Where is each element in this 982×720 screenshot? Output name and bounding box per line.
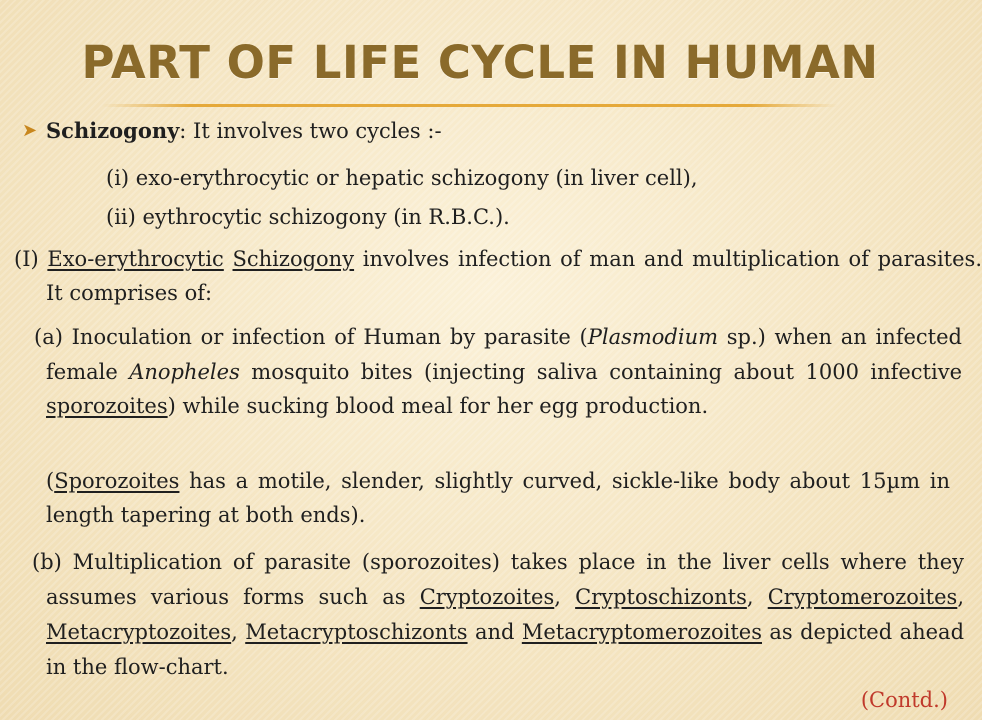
para-b-sep-3: , xyxy=(957,585,964,609)
para-b-sep-2: , xyxy=(746,585,768,609)
slide-title: PART OF LIFE CYCLE IN HUMAN xyxy=(81,36,879,89)
bullet-schizogony xyxy=(46,117,442,145)
para-b-sep-5: and xyxy=(467,620,522,644)
term-plasmodium: Plasmodium xyxy=(587,325,719,349)
section-i-prefix: (I) xyxy=(14,247,48,271)
term-schizogony: Schizogony xyxy=(46,118,180,143)
term-metacryptoschizonts: Metacryptoschizonts xyxy=(245,620,468,644)
contd-label[interactable]: (Contd.) xyxy=(860,688,948,712)
bullet-text: : It involves two cycles :- xyxy=(179,119,442,143)
paragraph-sporozoites xyxy=(46,464,950,532)
para-b-sep-1: , xyxy=(554,585,576,609)
para-spor-text: has a motile, slender, slightly curved, sickle-like body about 15µm in length tapering at both ends). xyxy=(46,469,950,527)
term-sporozoites-def: Sporozoites xyxy=(54,469,180,493)
section-i-paragraph xyxy=(14,242,982,310)
term-cryptoschizonts: Cryptoschizonts xyxy=(575,585,747,609)
paragraph-b xyxy=(32,545,964,685)
term-cryptomerozoites: Cryptomerozoites xyxy=(767,585,958,609)
para-a-text-2: sp.) when an infected female xyxy=(46,325,962,384)
term-metacryptozoites: Metacryptozoites xyxy=(46,620,232,644)
para-b-text-2: as depicted ahead in the flow-chart. xyxy=(46,620,965,679)
para-spor-open: ( xyxy=(46,469,55,493)
term-sporozoites: sporozoites xyxy=(46,394,168,418)
para-b-sep-4: , xyxy=(231,620,246,644)
cycle-i: (i) exo-erythrocytic or hepatic schizogony (in liver cell), xyxy=(106,166,698,190)
term-schizogony-underlined: Schizogony xyxy=(232,247,355,271)
arrow-bullet-icon: ➤ xyxy=(22,120,38,141)
para-a-text-1: (a) Inoculation or infection of Human by parasite ( xyxy=(34,325,588,349)
section-i-text: involves infection of man and multiplication of parasites. It comprises of: xyxy=(46,247,982,305)
para-a-text-4: ) while sucking blood meal for her egg production. xyxy=(167,394,709,418)
para-b-text-1: (b) Multiplication of parasite (sporozoites) takes place in the liver cells where they assumes various forms such as xyxy=(32,550,964,609)
term-cryptozoites: Cryptozoites xyxy=(419,585,555,609)
term-exo-erythrocytic: Exo-erythrocytic xyxy=(47,247,224,271)
para-a-text-3: mosquito bites (injecting saliva containing about 1000 infective xyxy=(239,359,962,384)
paragraph-a xyxy=(34,320,962,424)
cycle-ii: (ii) eythrocytic schizogony (in R.B.C.). xyxy=(106,205,510,229)
term-anopheles: Anopheles xyxy=(129,359,240,384)
term-metacryptomerozoites: Metacryptomerozoites xyxy=(521,620,762,644)
